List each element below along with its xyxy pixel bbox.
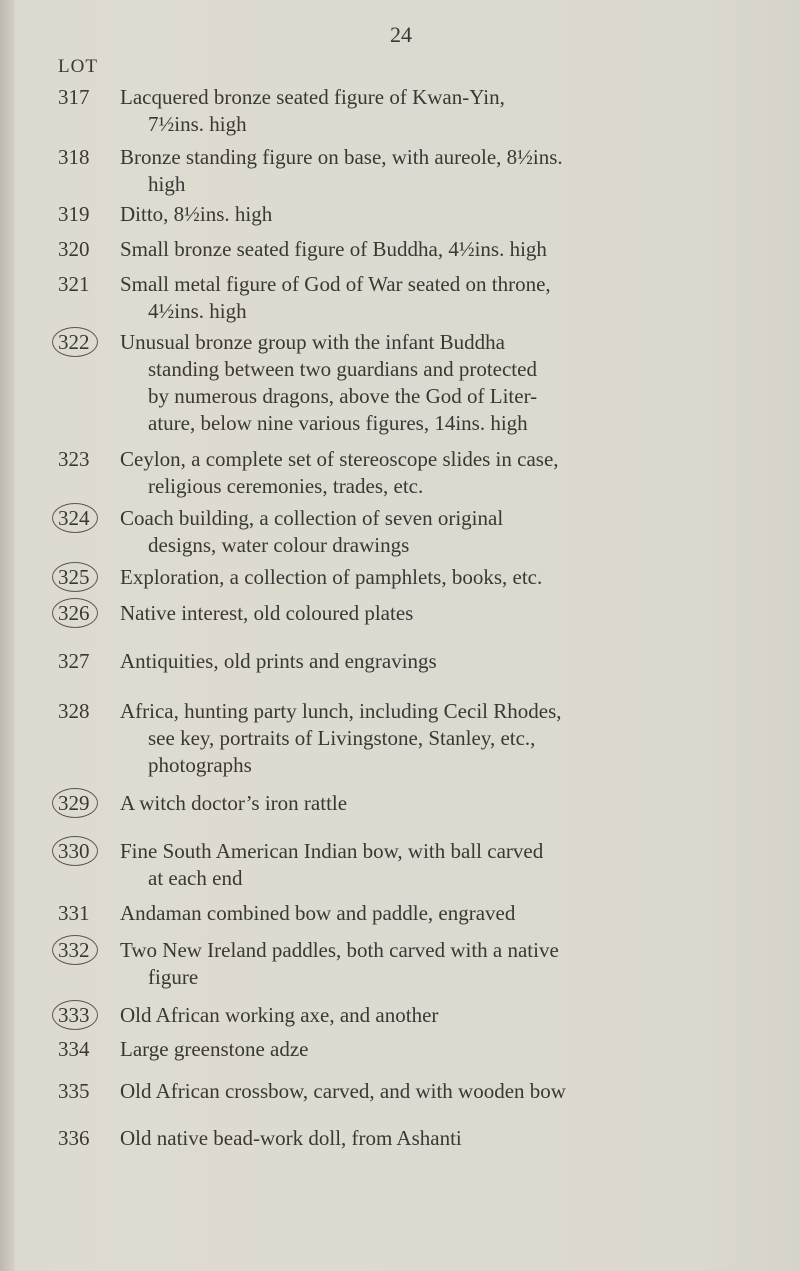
lot-number: 333 — [58, 1003, 90, 1027]
lot-description: Old African crossbow, carved, and with wooden bow — [120, 1079, 566, 1103]
lot-column-header: LOT — [58, 56, 98, 77]
lot-description: Antiquities, old prints and engravings — [120, 649, 437, 673]
lot-description-cont: by numerous dragons, above the God of Liter- — [148, 384, 538, 408]
lot-number: 323 — [58, 447, 90, 471]
lot-number: 325 — [58, 565, 90, 589]
lot-entry-330 — [58, 838, 748, 892]
lot-entry-317 — [58, 84, 748, 138]
lot-entry-334 — [58, 1036, 748, 1063]
lot-number: 335 — [58, 1079, 90, 1103]
lot-description: Fine South American Indian bow, with ball carved — [120, 839, 544, 863]
lot-entry-336 — [58, 1125, 748, 1152]
lot-description: Exploration, a collection of pamphlets, books, etc. — [120, 565, 543, 589]
lot-number: 321 — [58, 272, 90, 296]
ink-circle-325 — [52, 562, 98, 592]
lot-number: 332 — [58, 938, 90, 962]
lot-number: 326 — [58, 601, 90, 625]
lot-description: Small metal figure of God of War seated on throne, — [120, 272, 551, 296]
lot-entry-322 — [58, 329, 748, 437]
lot-entry-325 — [58, 564, 748, 591]
lot-description: Two New Ireland paddles, both carved with a native — [120, 938, 559, 962]
lot-description-cont: at each end — [148, 866, 243, 890]
lot-entry-335 — [58, 1078, 748, 1105]
lot-entry-328 — [58, 698, 748, 779]
lot-description: Bronze standing figure on base, with aureole, 8½ins. — [120, 145, 563, 169]
lot-number: 330 — [58, 839, 90, 863]
lot-description-cont: designs, water colour drawings — [148, 533, 410, 557]
lot-entry-319 — [58, 201, 748, 228]
lot-description-cont: ature, below nine various figures, 14ins. high — [148, 411, 528, 435]
lot-number: 336 — [58, 1126, 90, 1150]
lot-description-cont: high — [148, 172, 186, 196]
lot-description: Andaman combined bow and paddle, engraved — [120, 901, 516, 925]
lot-description: Old native bead-work doll, from Ashanti — [120, 1126, 462, 1150]
lot-entry-318 — [58, 144, 748, 198]
lot-entry-332 — [58, 937, 748, 991]
lot-entry-321 — [58, 271, 748, 325]
lot-description: Ceylon, a complete set of stereoscope slides in case, — [120, 447, 559, 471]
lot-number: 318 — [58, 145, 90, 169]
lot-description-cont: 4½ins. high — [148, 299, 247, 323]
lot-number: 328 — [58, 699, 90, 723]
page-gutter — [0, 0, 14, 1271]
page-number: 24 — [390, 22, 412, 47]
ink-circle-330 — [52, 836, 98, 866]
lot-entry-323 — [58, 446, 748, 500]
ink-circle-332 — [52, 935, 98, 965]
lot-entry-320 — [58, 236, 748, 263]
lot-description: Lacquered bronze seated figure of Kwan-Yin, — [120, 85, 505, 109]
lot-description-cont: religious ceremonies, trades, etc. — [148, 474, 424, 498]
lot-description-cont: 7½ins. high — [148, 112, 247, 136]
ink-circle-324 — [52, 503, 98, 533]
ink-circle-329 — [52, 788, 98, 818]
lot-entry-327 — [58, 648, 748, 675]
lot-number: 334 — [58, 1037, 90, 1061]
lot-number: 320 — [58, 237, 90, 261]
ink-circle-333 — [52, 1000, 98, 1030]
lot-description-cont: figure — [148, 965, 199, 989]
lot-description: Old African working axe, and another — [120, 1003, 439, 1027]
lot-description: Ditto, 8½ins. high — [120, 202, 273, 226]
lot-description: Native interest, old coloured plates — [120, 601, 414, 625]
lot-description: Small bronze seated figure of Buddha, 4½ins. high — [120, 237, 547, 261]
lot-entry-329 — [58, 790, 748, 817]
lot-description-cont: photographs — [148, 753, 252, 777]
lot-number: 329 — [58, 791, 90, 815]
lot-number: 322 — [58, 330, 90, 354]
lot-entry-333 — [58, 1002, 748, 1029]
lot-description: A witch doctor’s iron rattle — [120, 791, 348, 815]
lot-entry-326 — [58, 600, 748, 627]
ink-circle-326 — [52, 598, 98, 628]
lot-description: Unusual bronze group with the infant Buddha — [120, 330, 505, 354]
lot-number: 327 — [58, 649, 90, 673]
ink-circle-322 — [52, 327, 98, 357]
lot-number: 331 — [58, 901, 90, 925]
lot-description: Large greenstone adze — [120, 1037, 309, 1061]
lot-entry-331 — [58, 900, 748, 927]
lot-description-cont: standing between two guardians and protected — [148, 357, 537, 381]
lot-description-cont: see key, portraits of Livingstone, Stanley, etc., — [148, 726, 536, 750]
lot-number: 319 — [58, 202, 90, 226]
lot-description: Africa, hunting party lunch, including Cecil Rhodes, — [120, 699, 562, 723]
lot-number: 324 — [58, 506, 90, 530]
lot-description: Coach building, a collection of seven original — [120, 506, 504, 530]
lot-number: 317 — [58, 85, 90, 109]
lot-entry-324 — [58, 505, 748, 559]
